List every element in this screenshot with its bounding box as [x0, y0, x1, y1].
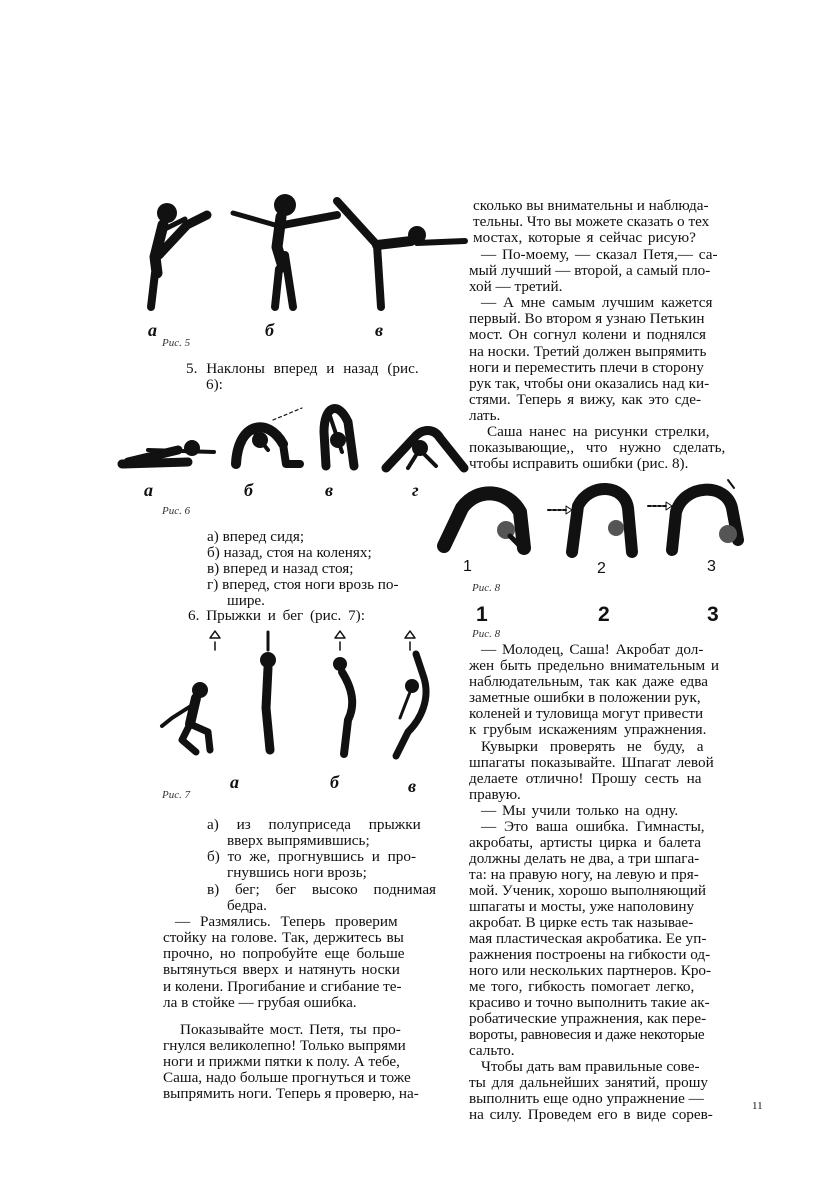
right-bottom-line-26: сальто.: [469, 1042, 515, 1059]
fig7-label-c: в: [408, 776, 417, 796]
right-bottom-line-16: мой. Ученик, хорошо выполняющий: [469, 882, 707, 899]
right-top-line-3: мостах, которые я сейчас рисую?: [473, 229, 696, 246]
fig5-label-a: а: [148, 320, 157, 340]
list7-item-b: б) то же, прогнувшись и про-: [207, 848, 417, 865]
fig7-arrow-c: [405, 631, 415, 650]
fig6-figure-d: [386, 431, 464, 469]
left-para-line-4: вытянуться вверх и натянуть носки: [163, 961, 400, 978]
fig8-figure-3: [672, 480, 738, 550]
right-bottom-line-28: ты для дальнейших занятий, прошу: [469, 1074, 708, 1091]
right-bottom-line-24: робатические упражнения, как пере-: [469, 1010, 707, 1027]
fig7-figure-d: [396, 654, 426, 756]
right-top-line-17: чтобы исправить ошибки (рис. 8).: [469, 455, 689, 472]
right-bottom-line-3: наблюдательным, так как даже едва: [469, 673, 708, 690]
fig6-label-b: б: [244, 480, 253, 500]
fig6-figure-b: [236, 427, 300, 464]
left-para-line-3: прочно, но попробуйте еще больше: [163, 945, 405, 962]
fig8-figure-1: [444, 493, 524, 548]
right-top-line-12: рук так, чтобы они оказались над ки-: [469, 375, 710, 392]
right-bottom-line-8: шпагаты показывайте. Шпагат левой: [469, 754, 714, 771]
left-para-line-8: гнулся великолепно! Только выпрями: [163, 1037, 406, 1054]
fig7-arrow-b: [335, 631, 345, 650]
fig8-label-3: 3: [707, 603, 719, 626]
right-bottom-line-13: акробаты, артисты цирка и балета: [469, 834, 702, 851]
figure-7-illustration: [160, 628, 450, 763]
right-top-line-7: — А мне самым лучшим кажется: [481, 294, 713, 311]
list6-item-d: г) вперед, стоя ноги врозь по-: [207, 576, 399, 593]
right-bottom-line-17: шпагаты и мосты, уже наполовину: [469, 898, 695, 915]
right-bottom-line-10: правую.: [469, 786, 521, 803]
right-top-line-10: на носки. Третий должен выпрямить: [469, 343, 707, 360]
right-top-line-15: Саша нанес на рисунки стрелки,: [487, 423, 710, 440]
right-bottom-line-20: ражнения построены на гибкости од-: [469, 946, 711, 963]
left-para-line-10: Саша, надо больше прогнуться и тоже: [163, 1069, 411, 1086]
fig7-label-b: б: [330, 772, 339, 792]
list6-item-c: в) вперед и назад стоя;: [207, 560, 354, 577]
list7-item-c: в) бег; бег высоко поднимая: [207, 881, 437, 898]
page-number: 11: [752, 1100, 763, 1112]
right-top-line-14: лать.: [469, 407, 501, 424]
right-top-line-13: стями. Теперь я вижу, как это сде-: [469, 391, 702, 408]
right-bottom-line-4: заметные ошибки в положении рук,: [469, 689, 701, 706]
exercise-6-heading: 6. Прыжки и бег (рис. 7):: [188, 607, 365, 624]
right-bottom-line-21: ного или нескольких партнеров. Кро-: [469, 962, 712, 979]
fig8-label-2: 2: [598, 603, 610, 626]
right-bottom-line-1: — Молодец, Саша! Акробат дол-: [481, 641, 704, 658]
right-bottom-line-29: выполнить еще одно упражнение —: [469, 1090, 704, 1107]
right-bottom-line-7: Кувырки проверять не буду, а: [481, 738, 704, 755]
fig5-figure-b: [233, 194, 337, 307]
right-top-line-4: — По-моему, — сказал Петя,— са-: [481, 246, 718, 263]
right-bottom-line-12: — Это ваша ошибка. Гимнасты,: [481, 818, 705, 835]
left-para-line-9: ноги и прижми пятки к полу. А тебе,: [163, 1053, 400, 1070]
fig8-figure-2: [572, 489, 632, 552]
left-para-line-11: выпрямить ноги. Теперь я проверю, на-: [163, 1085, 419, 1102]
fig8-photo-num-2: 2: [597, 560, 606, 577]
right-bottom-line-9: делаете отлично! Прошу сесть на: [469, 770, 702, 787]
fig6-caption: Рис. 6: [162, 505, 191, 517]
fig8-photo-num-1: 1: [463, 558, 472, 575]
right-bottom-line-15: та: на правую ногу, на левую и пря-: [469, 866, 699, 883]
list6-item-d-cont: шире.: [227, 592, 265, 609]
left-para-line-6: ла в стойке — грубая ошибка.: [163, 994, 357, 1011]
list6-item-b: б) назад, стоя на коленях;: [207, 544, 372, 561]
right-top-line-2: тельны. Что вы можете сказать о тех: [473, 213, 710, 230]
fig5-label-b: б: [265, 320, 274, 340]
fig7-arrow-a: [210, 631, 220, 650]
right-bottom-line-23: красиво и точно выполнить такие ак-: [469, 994, 710, 1011]
fig7-figure-b: [260, 632, 276, 750]
fig6-label-c: в: [325, 480, 334, 500]
left-para-line-2: стойку на голове. Так, держитесь вы: [163, 929, 404, 946]
fig7-figure-a: [162, 682, 210, 752]
fig8-arrow-2: [648, 502, 672, 510]
right-top-line-11: ноги и переместить плечи в сторону: [469, 359, 704, 376]
right-bottom-line-27: Чтобы дать вам правильные сове-: [481, 1058, 700, 1075]
right-bottom-line-18: акробат. В цирке есть так называе-: [469, 914, 694, 931]
list7-item-a-cont: вверх выпрямившись;: [227, 832, 370, 849]
fig8-photo-num-3: 3: [707, 558, 716, 575]
right-top-line-1: сколько вы внимательны и наблюда-: [473, 197, 709, 214]
fig8-photo-caption: Рис. 8: [472, 582, 501, 594]
fig7-figure-c: [333, 657, 352, 754]
right-bottom-line-25: вороты, равновесия и даже некоторые: [469, 1026, 705, 1043]
right-bottom-line-14: должны делать не два, а три шпага-: [469, 850, 700, 867]
fig5-figure-c: [337, 201, 465, 307]
exercise-5-line-2: 6):: [206, 376, 223, 393]
fig5-caption: Рис. 5: [162, 337, 191, 349]
fig8-text-caption: Рис. 8: [472, 628, 501, 640]
right-bottom-line-30: на силу. Проведем его в виде сорев-: [469, 1106, 713, 1123]
right-bottom-line-22: ме того, гибкость помогает легко,: [469, 978, 695, 995]
right-top-line-9: мост. Он согнул колени и поднялся: [469, 326, 707, 343]
right-top-line-8: первый. Во втором я узнаю Петькин: [469, 310, 705, 327]
fig6-label-d: г: [412, 480, 419, 500]
figure-5-illustration: [125, 195, 470, 315]
right-bottom-line-5: коленей и туловища могут привести: [469, 705, 704, 722]
fig5-label-c: в: [375, 320, 384, 340]
right-bottom-line-2: жен быть предельно внимательным и: [469, 657, 720, 674]
right-top-line-5: мый лучший — второй, а самый пло-: [469, 262, 711, 279]
list7-item-a: а) из полуприседа прыжки: [207, 816, 421, 833]
right-bottom-line-6: к грубым искажениям упражнения.: [469, 721, 707, 738]
exercise-5-line-1: 5. Наклоны вперед и назад (рис.: [186, 360, 419, 377]
fig5-figure-a: [151, 203, 207, 307]
left-para-line-1: — Размялись. Теперь проверим: [175, 913, 398, 930]
left-para-line-7: Показывайте мост. Петя, ты про-: [180, 1021, 401, 1038]
list7-item-b-cont: гнувшись ноги врозь;: [227, 864, 367, 881]
figure-6-illustration: [118, 392, 468, 477]
list6-item-a: а) вперед сидя;: [207, 528, 305, 545]
right-top-line-16: показывающие,, что нужно сделать,: [469, 439, 726, 456]
fig8-label-1: 1: [476, 603, 488, 626]
fig8-arrow-1: [548, 506, 572, 514]
right-top-line-6: хой — третий.: [469, 278, 563, 295]
left-para-line-5: и колени. Прогибание и сгибание те-: [163, 978, 402, 995]
fig7-caption: Рис. 7: [162, 789, 191, 801]
fig6-figure-a: [122, 440, 214, 464]
list7-item-c-cont: бедра.: [227, 897, 267, 914]
right-bottom-line-19: мая пластическая акробатика. Ее уп-: [469, 930, 707, 947]
fig6-label-a: а: [144, 480, 153, 500]
right-bottom-line-11: — Мы учили только на одну.: [481, 802, 679, 819]
fig7-label-a: а: [230, 772, 239, 792]
